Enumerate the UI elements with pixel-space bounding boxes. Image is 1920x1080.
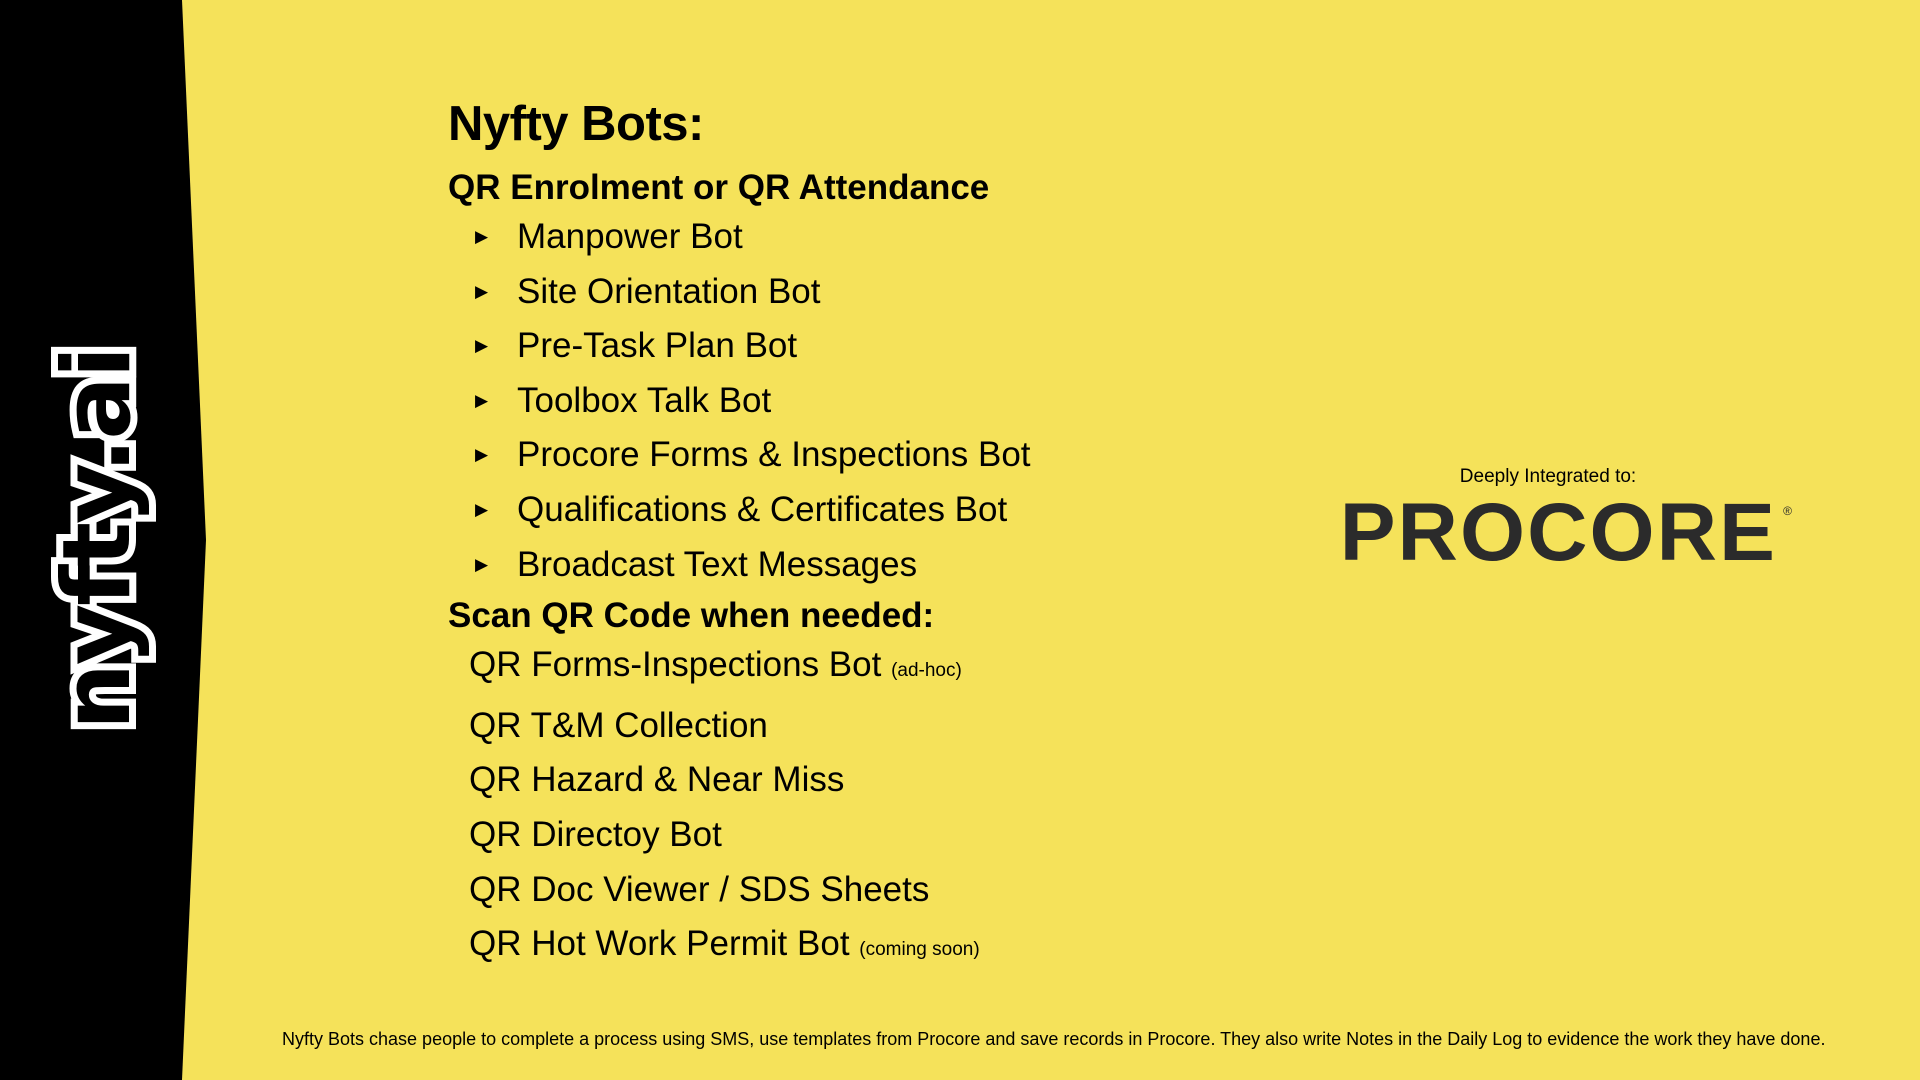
bullet-arrow-icon: ▶ xyxy=(475,499,489,519)
footer-note: Nyfty Bots chase people to complete a process using SMS, use templates from Procore and save records in Procore. They also write Notes in the Daily Log to evidence the work they have done. xyxy=(282,1029,1826,1049)
nyfty-logo xyxy=(43,347,152,731)
list-item-label: Pre-Task Plan Bot xyxy=(517,326,798,366)
bullet-arrow-icon: ▶ xyxy=(475,336,489,356)
list-item-label: QR T&M Collection xyxy=(469,705,768,745)
integration-block xyxy=(1318,466,1798,578)
list-item-label: Procore Forms & Inspections Bot xyxy=(517,435,1031,475)
list-item-label: QR Forms-Inspections Bot xyxy=(469,645,882,685)
list-item xyxy=(448,210,1031,265)
list-item xyxy=(448,265,1031,320)
qr-bot-list xyxy=(448,638,1031,978)
list-item-label: QR Doc Viewer / SDS Sheets xyxy=(469,869,930,909)
page-title: Nyfty Bots: xyxy=(448,97,704,151)
bullet-arrow-icon: ▶ xyxy=(475,390,489,410)
list-item-note: (coming soon) xyxy=(859,939,980,961)
list-item-note: (ad-hoc) xyxy=(891,660,962,682)
nyfty-logo-text: nyfty.ai xyxy=(43,347,152,731)
section-heading-qr-enrolment: QR Enrolment or QR Attendance xyxy=(448,168,990,207)
integration-label: Deeply Integrated to: xyxy=(1459,466,1637,487)
list-item-label: Manpower Bot xyxy=(517,217,743,256)
bot-list xyxy=(448,210,1031,592)
list-item xyxy=(448,863,1031,918)
sidebar-band xyxy=(0,0,210,1080)
list-item xyxy=(448,319,1031,374)
section-heading-scan-qr: Scan QR Code when needed: xyxy=(448,596,935,636)
list-item xyxy=(448,917,1031,978)
list-item xyxy=(448,808,1031,863)
list-item-label: QR Hot Work Permit Bot xyxy=(469,924,850,964)
bullet-arrow-icon: ▶ xyxy=(475,445,489,465)
list-item xyxy=(448,374,1031,429)
list-item xyxy=(448,753,1031,808)
list-item xyxy=(448,638,1031,699)
bullet-arrow-icon: ▶ xyxy=(475,554,489,574)
list-item-label: Broadcast Text Messages xyxy=(517,544,918,584)
list-item-label: Toolbox Talk Bot xyxy=(517,380,772,420)
list-item-label: QR Directoy Bot xyxy=(469,814,722,854)
list-item xyxy=(448,483,1031,538)
bullet-arrow-icon: ▶ xyxy=(475,227,489,246)
list-item xyxy=(448,538,1031,593)
list-item xyxy=(448,428,1031,483)
list-item-label: Qualifications & Certificates Bot xyxy=(517,489,1008,529)
list-item-label: QR Hazard & Near Miss xyxy=(469,760,845,800)
procore-logo-text: PROCORE xyxy=(1339,487,1777,578)
registered-mark: ® xyxy=(1783,504,1792,518)
main-content xyxy=(448,96,1031,978)
procore-logo xyxy=(1318,487,1798,578)
list-item xyxy=(448,699,1031,754)
bullet-arrow-icon: ▶ xyxy=(475,281,489,301)
list-item-label: Site Orientation Bot xyxy=(517,271,821,311)
